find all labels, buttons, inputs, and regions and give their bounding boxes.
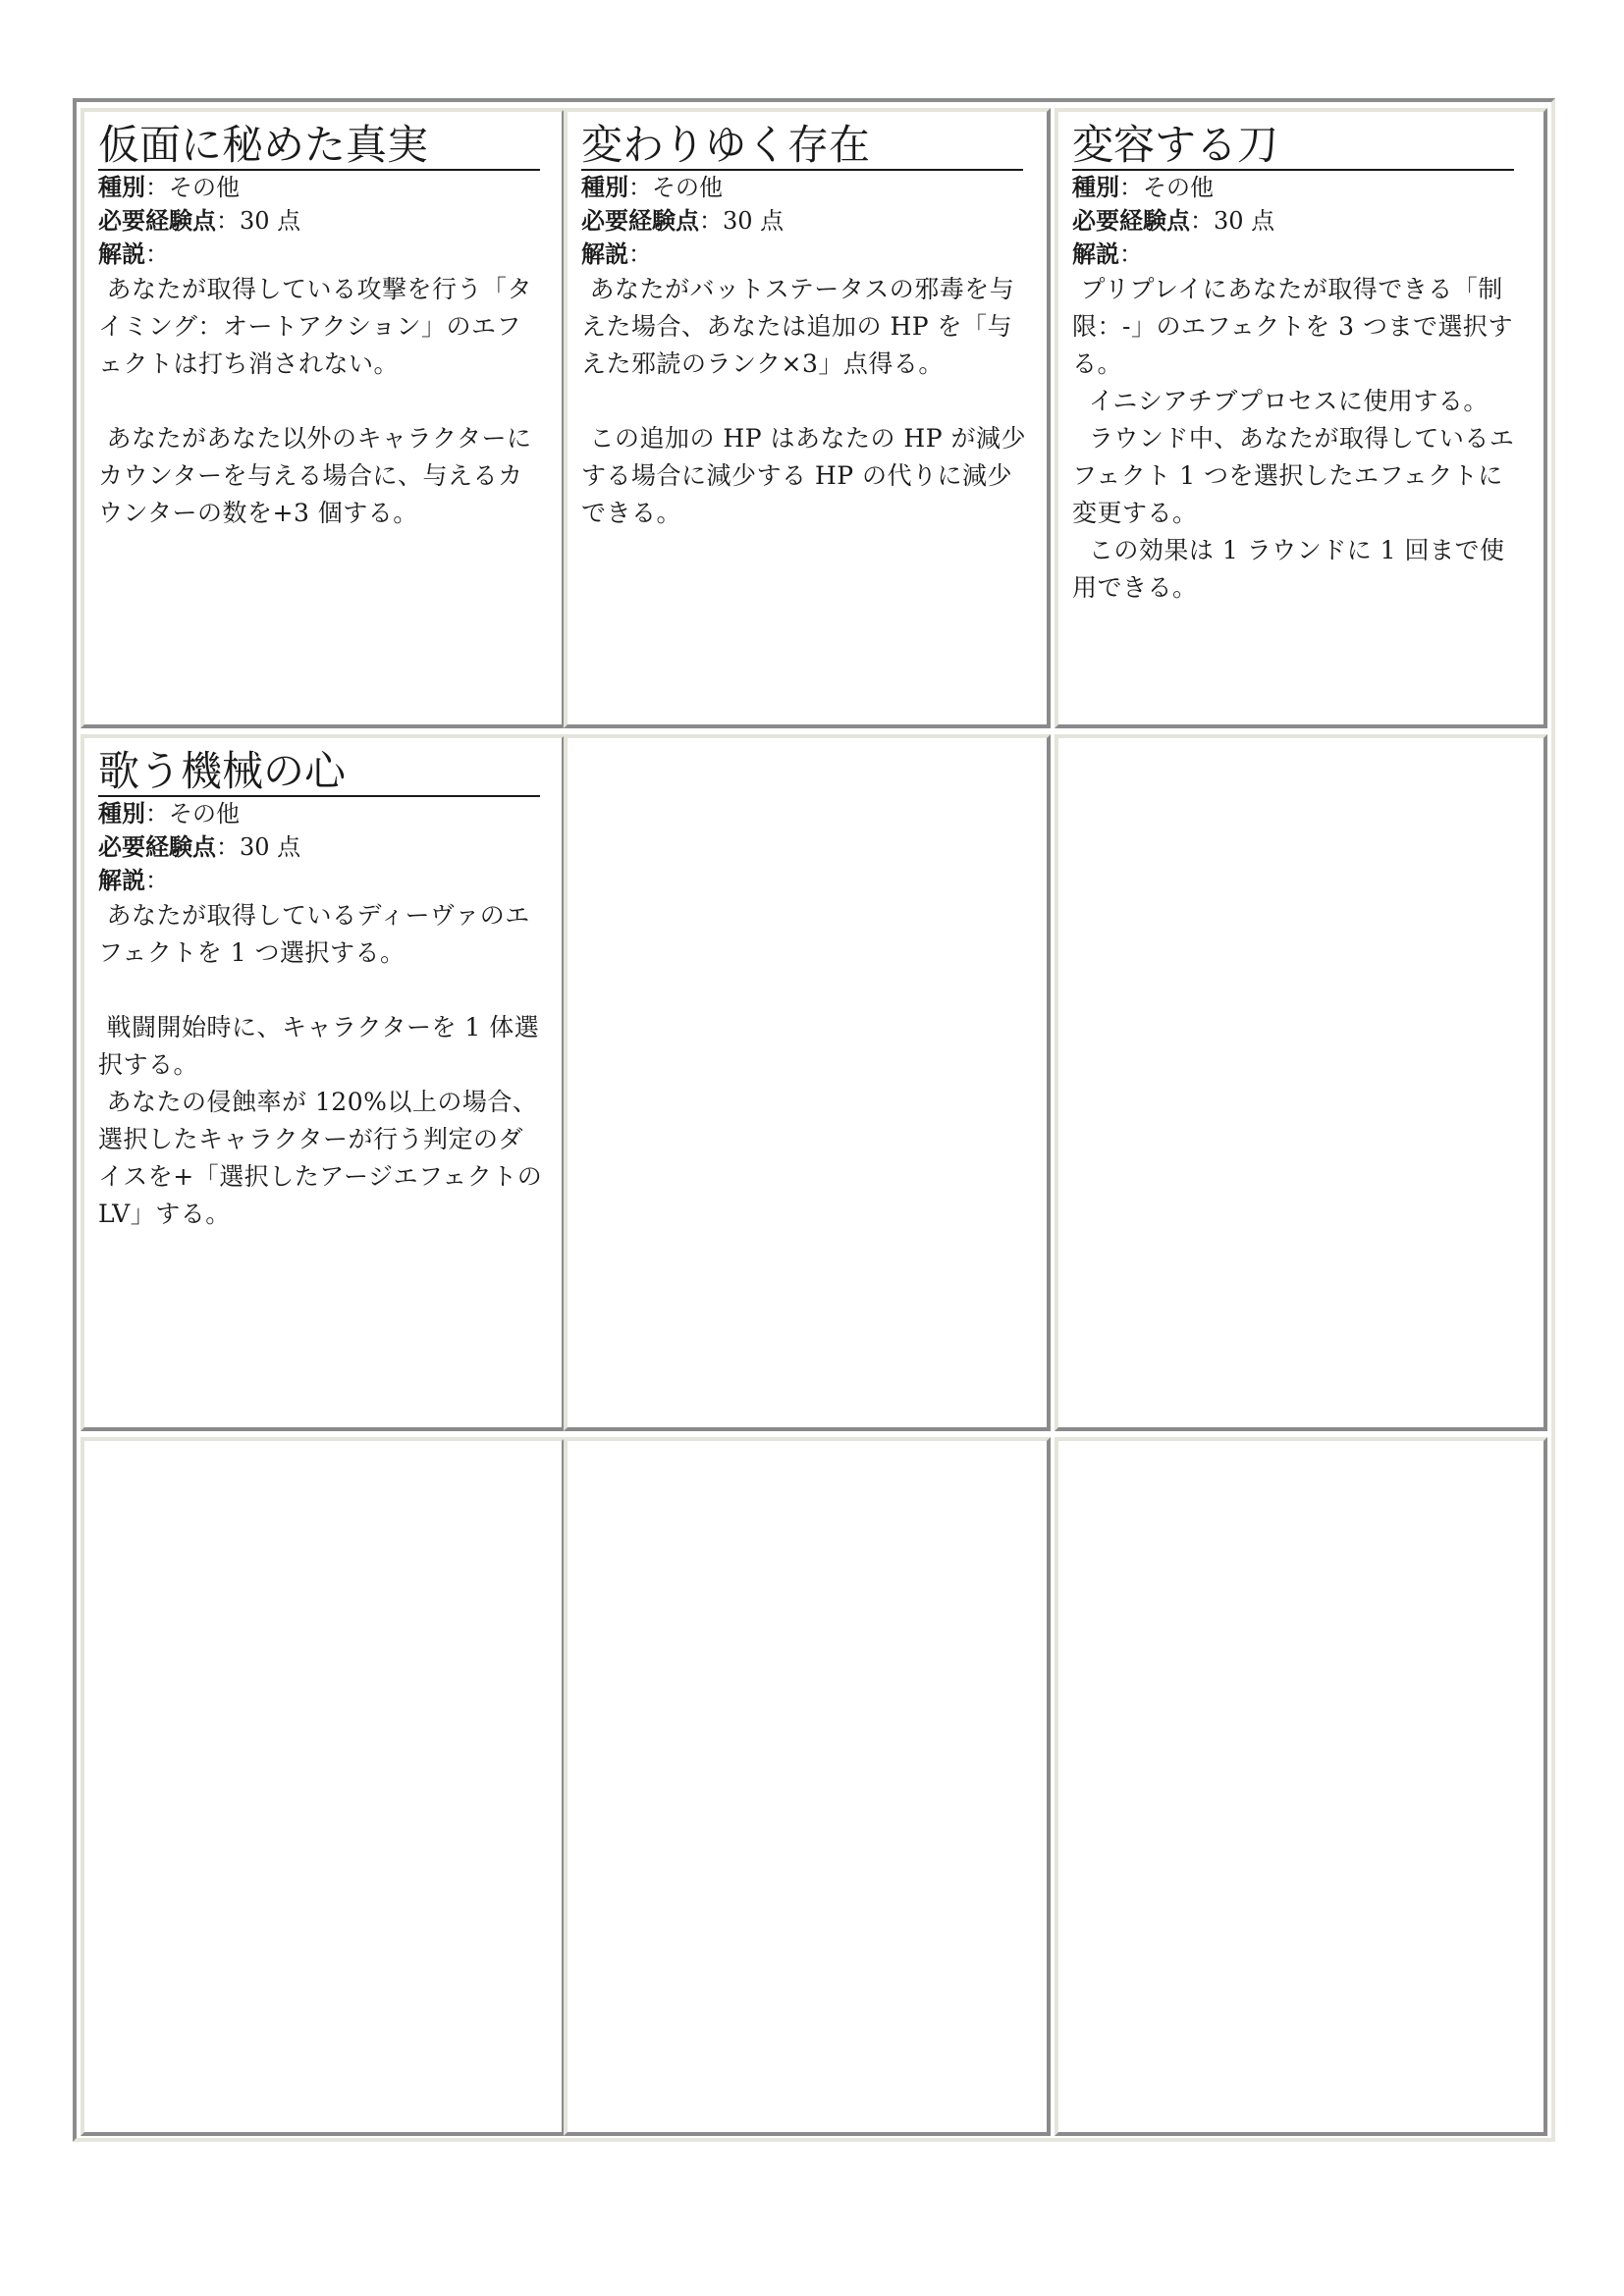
card-2: [564, 108, 1051, 728]
type-label: 種別: [1072, 174, 1119, 201]
type-value: ：その他: [145, 800, 240, 828]
card-3: [1055, 108, 1547, 728]
card-desc-heading: [98, 864, 550, 897]
desc-label: 解説: [98, 867, 145, 894]
card-empty-6: [1055, 734, 1547, 1431]
type-value: ：その他: [628, 174, 723, 201]
desc-label: 解説: [581, 240, 628, 268]
card-desc-heading: [98, 238, 550, 271]
card-type: [98, 797, 550, 830]
cost-value: ：30 点: [699, 207, 785, 235]
card-cost: [98, 830, 550, 864]
cost-value: ：30 点: [216, 833, 301, 861]
cost-value: ：30 点: [1190, 207, 1275, 235]
desc-colon: ：: [145, 240, 169, 268]
card-empty-9: [1055, 1437, 1547, 2136]
card-title: 仮面に秘めた真実: [98, 122, 540, 171]
card-1: [81, 108, 566, 728]
card-description: あなたが取得しているディーヴァのエフェクトを 1 つ選択する。 戦闘開始時に、キャラクターを 1 体選択する。 あなたの侵蝕率が 120%以上の場合、選択したキャラクターが行う判定のダイスを+「選択したアージエフェクトの LV」する。: [98, 901, 543, 1228]
type-label: 種別: [581, 174, 628, 201]
desc-label: 解説: [98, 240, 145, 268]
cost-label: 必要経験点: [98, 207, 216, 235]
card-description: あなたがバットステータスの邪毒を与えた場合、あなたは追加の HP を「与えた邪読のランク×3」点得る。 この追加の HP はあなたの HP が減少する場合に減少する HP の代りに減少できる。: [581, 275, 1026, 527]
card-type: [98, 171, 550, 204]
card-description: あなたが取得している攻撃を行う「タイミング：オートアクション」のエフェクトは打ち消されない。 あなたがあなた以外のキャラクターにカウンターを与える場合に、与えるカウンターの数を+3 個する。: [98, 275, 532, 527]
type-label: 種別: [98, 174, 145, 201]
card-4: [81, 734, 566, 1431]
card-title: 変容する刀: [1072, 122, 1514, 171]
card-empty-5: [564, 734, 1051, 1431]
card-empty-8: [564, 1437, 1051, 2136]
desc-colon: ：: [1119, 240, 1143, 268]
card-type: [581, 171, 1035, 204]
card-description: プリプレイにあなたが取得できる「制限：-」のエフェクトを 3 つまで選択する。 イニシアチブプロセスに使用する。 ラウンド中、あなたが取得しているエフェクト 1 つを選択したエフェクトに変更する。 この効果は 1 ラウンドに 1 回まで使用できる。: [1072, 275, 1515, 602]
card-type: [1072, 171, 1532, 204]
card-desc-heading: [581, 238, 1035, 271]
type-value: ：その他: [145, 174, 240, 201]
card-empty-7: [81, 1437, 566, 2136]
type-label: 種別: [98, 800, 145, 828]
desc-colon: ：: [628, 240, 652, 268]
desc-label: 解説: [1072, 240, 1119, 268]
card-title: 変わりゆく存在: [581, 122, 1023, 171]
desc-colon: ：: [145, 867, 169, 894]
cost-value: ：30 点: [216, 207, 301, 235]
card-title: 歌う機械の心: [98, 748, 540, 797]
cost-label: 必要経験点: [1072, 207, 1190, 235]
cost-label: 必要経験点: [581, 207, 699, 235]
card-desc-heading: [1072, 238, 1532, 271]
card-cost: [1072, 204, 1532, 238]
type-value: ：その他: [1119, 174, 1214, 201]
card-cost: [98, 204, 550, 238]
cost-label: 必要経験点: [98, 833, 216, 861]
card-cost: [581, 204, 1035, 238]
